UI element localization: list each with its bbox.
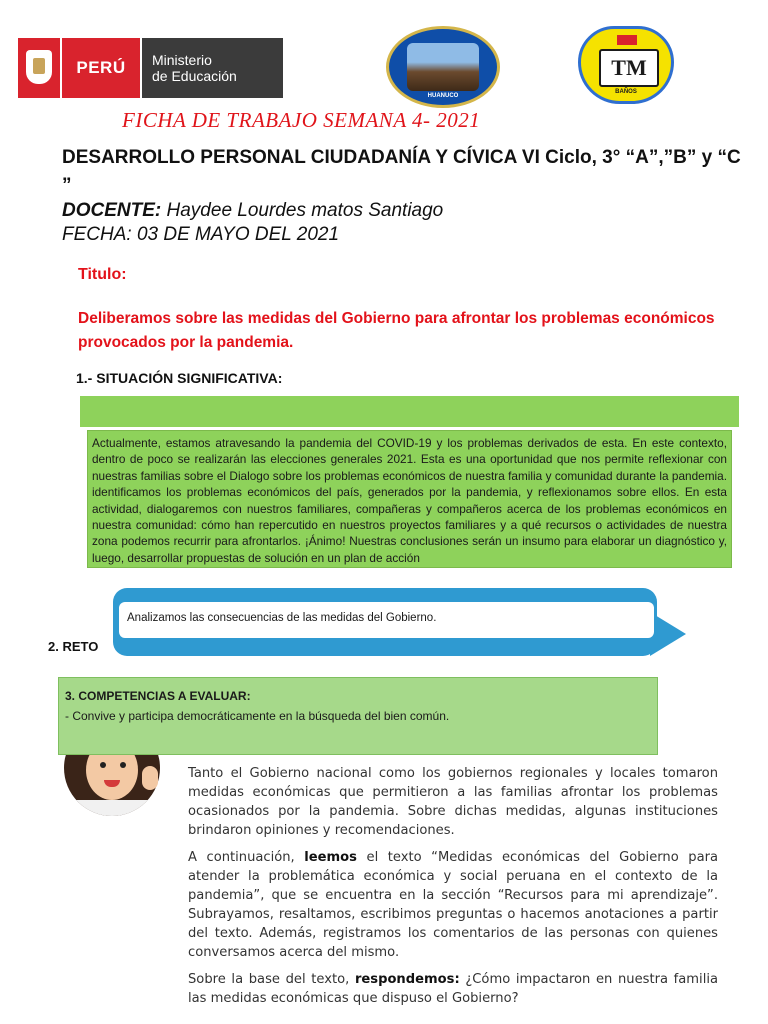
situacion-text-box: Actualmente, estamos atravesando la pandemia del COVID-19 y los problemas derivados de esta. En este contexto, dentro de poco se realizarán las elecciones generales 2021. Esta es una oportunidad que nos permite reflexionar con nuestras familias sobre el Dialogo sobre los problemas económicos de nuestra familia y comunidad durante la pandemia. identificamos los problemas económicos del país, generados por la pandemia, y reflexionamos sobre ellos. En esta actividad, dialogaremos con nuestros familiares, compañeras y compañeros acerca de los problemas económicos en nuestra comunidad: cómo han repercutido en nuestros proyectos familiares y a qué recursos o actividades de nuestra zona podemos recurrir para afrontarlos. ¡Ánimo! Nuestras conclusiones serán un insumo para elaborar un diagnóstico y, luego, desarrollar propuestas de solución en un plan de acción (87, 430, 732, 568)
titulo-label: Titulo: (78, 266, 127, 283)
ministry-line1: Ministerio (152, 52, 212, 68)
docente-line (62, 199, 443, 223)
ministry-line2: de Educación (152, 68, 237, 84)
topic-title: Deliberamos sobre las medidas del Gobierno para afrontar los problemas económicos provocados por la pandemia. (78, 310, 715, 351)
ministerio-educacion-logo (18, 38, 283, 98)
ficha-title: FICHA DE TRABAJO SEMANA 4- 2021 (122, 108, 481, 132)
reto-label: 2. RETO (48, 639, 99, 654)
pointing-hand-icon (142, 766, 158, 790)
fecha-line (62, 223, 443, 247)
school-tm-banos-logo (578, 26, 674, 104)
competencias-title: 3. COMPETENCIAS A EVALUAR: (65, 689, 251, 703)
fecha-label: FECHA: (62, 224, 132, 245)
p3-intro: Sobre la base del texto, (188, 972, 355, 987)
reto-text: Analizamos las consecuencias de las medidas del Gobierno. (119, 602, 654, 638)
ugel-huanuco-logo (386, 26, 500, 108)
mountain-landscape-icon (407, 43, 479, 91)
peru-label: PERÚ (62, 38, 140, 98)
course-title: DESARROLLO PERSONAL CIUDADANÍA Y CÍVICA VI Ciclo, 3° “A”,”B” y “C ” (62, 147, 741, 196)
p2-rest: el texto “Medidas económicas del Gobierno para atender la problemática económica y social peruana en el contexto de la pandemia”, que se encuentra en la sección “Recursos para mi aprendizaje”. Subrayamos, resaltamos, escribimos preguntas o hacemos anotaciones a partir del texto. Además, registramos los comentarios de las personas con quienes conversamos acerca del mismo. (188, 850, 719, 960)
ministry-label (142, 38, 283, 98)
body-paragraph-3 (188, 970, 718, 1008)
body-paragraph-2 (188, 848, 718, 962)
body-paragraph-1: Tanto el Gobierno nacional como los gobiernos regionales y locales tomaron medidas económicas que permitieron a las familias afrontar los problemas ocasionados por la pandemia. Sobre dichas medidas, algunas instituciones brindaron opiniones y recomendaciones. (188, 766, 718, 838)
green-header-bar (80, 396, 739, 427)
p2-keyword: leemos (304, 850, 357, 865)
callout-arrow-icon (650, 612, 686, 656)
p3-keyword: respondemos: (354, 972, 460, 987)
competencias-box (58, 677, 658, 755)
docente-name: Haydee Lourdes matos Santiago (166, 200, 444, 221)
ugel-logo-text: HUANUCO (427, 93, 459, 99)
banos-label: BAÑOS (615, 89, 637, 95)
flag-icon (617, 35, 637, 45)
docente-block (62, 199, 443, 247)
competencias-item: - Convive y participa democráticamente en la búsqueda del bien común. (65, 709, 450, 723)
peru-coat-of-arms-icon (18, 38, 60, 98)
p3-rest: ¿Cómo impactaron en nuestra familia las medidas económicas que dispuso el Gobierno? (188, 972, 718, 1006)
p2-intro: A continuación, (188, 850, 305, 865)
docente-label: DOCENTE: (62, 200, 162, 221)
tm-letters: TM (599, 49, 659, 87)
fecha-value: 03 DE MAYO DEL 2021 (136, 224, 340, 245)
section-situacion-heading: 1.- SITUACIÓN SIGNIFICATIVA: (76, 370, 283, 386)
